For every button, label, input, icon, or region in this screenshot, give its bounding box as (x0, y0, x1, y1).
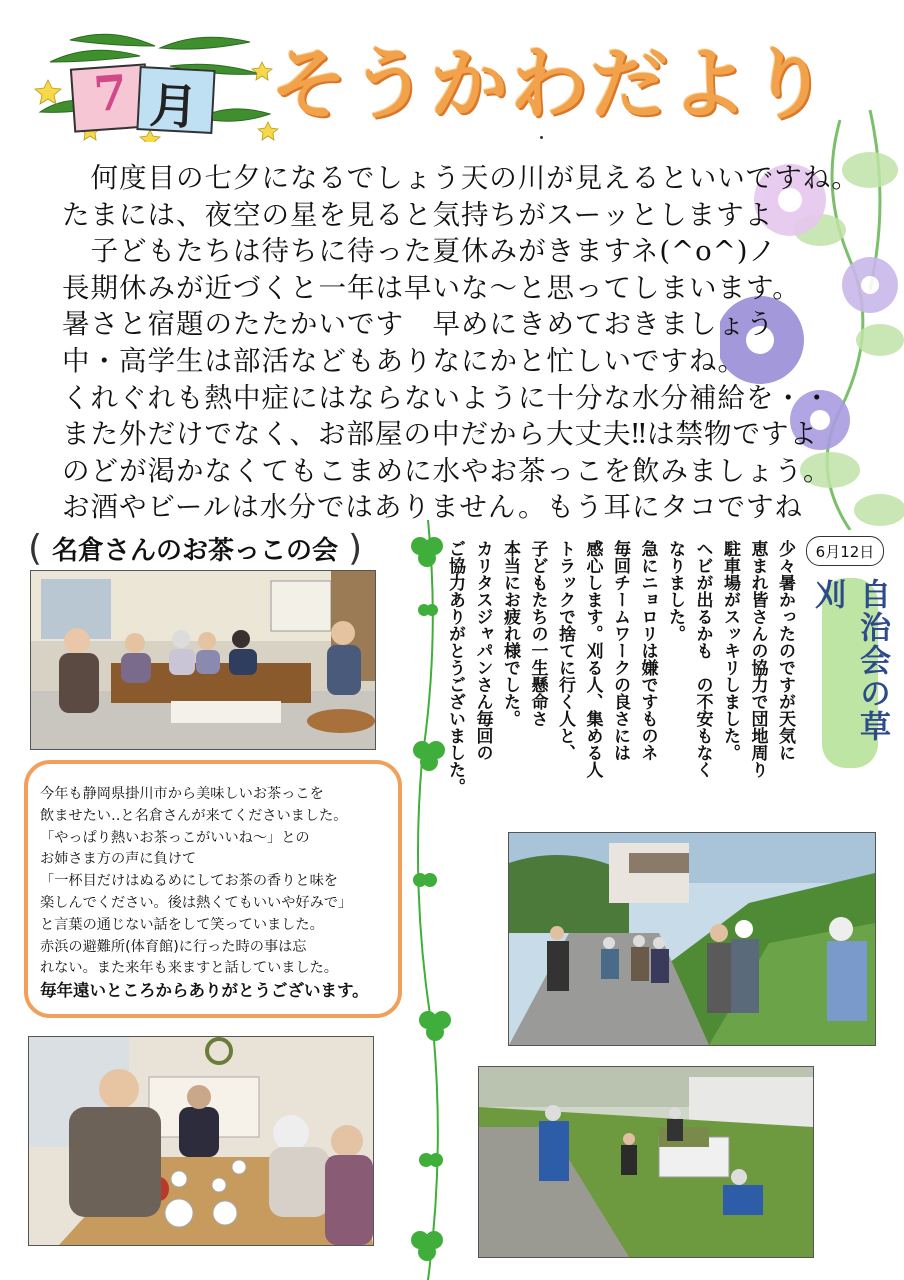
intro-line: 暑さと宿題のたたかいです 早めにきめておきましょう (62, 308, 775, 341)
month-badge (72, 64, 212, 137)
tea-party-photo-1 (30, 570, 376, 750)
report-line: カリタスジャパンさん毎回の (472, 540, 493, 761)
tea-party-photo-2 (28, 1036, 374, 1246)
bracket-right: ) (348, 527, 363, 569)
intro-line: 長期休みが近づくと一年は早いな～と思ってしまいます。 (62, 271, 801, 304)
weeding-photo-1 (508, 832, 876, 1046)
weeding-report-text (445, 540, 798, 830)
report-line: 子どもたちの一生懸命さ (527, 540, 548, 727)
tea-section-title: 名倉さんのお茶っこの会 (52, 535, 339, 566)
intro-line: 子どもたちは待ちに待った夏休みがきますネ(^o^)ノ (62, 235, 777, 268)
note-line: 飲ませたい‥と名倉さんが来てくださいました。 (40, 807, 348, 824)
note-line: 楽しんでください。後は熱くてもいいや好みで」 (40, 894, 353, 911)
tea-note-box (24, 760, 402, 1018)
note-thanks: 毎年遠いところからありがとうございます。 (40, 981, 369, 1001)
month-tag-blue (136, 66, 215, 137)
intro-line: お酒やビールは水分ではありません。もう耳にタコですね (62, 491, 803, 524)
intro-line: また外だけでなく、お部屋の中だから大丈夫‼は禁物ですよ (62, 418, 818, 451)
note-line: れない。また来年も来ますと話していました。 (40, 960, 338, 977)
newsletter-title: そうかわだより (270, 40, 831, 130)
report-line: トラックで捨てに行く人と、 (555, 540, 575, 761)
intro-line: たまには、夜空の星を見ると気持ちがスーッとしますよ (62, 198, 774, 231)
report-line: 毎回チームワークの良さには (610, 540, 630, 761)
weeding-photo-2 (478, 1066, 814, 1258)
intro-line: 何度目の七夕になるでしょう天の川が見えるといいですね。 (62, 162, 860, 194)
intro-text (62, 160, 862, 526)
note-line: 今年も静岡県掛川市から美味しいお茶っこを (40, 786, 324, 802)
intro-line: のどが渇かなくてもこまめに水やお茶っこを飲みましょう。 (62, 454, 832, 487)
report-line: ヘビが出るかも の不安もなく (692, 540, 713, 778)
intro-line: 中・高学生は部活などもありなにかと忙しいですね。 (62, 344, 746, 377)
report-line: 急にニョロリは嫌ですものネ (637, 540, 658, 761)
event-date: 6月12日 (806, 536, 884, 566)
bracket-left: ( (28, 527, 43, 569)
report-line: 恵まれ皆さんの協力で団地周り (747, 540, 768, 778)
report-line: なりました。 (665, 540, 685, 642)
report-line: 感心します。刈る人、集める人 (582, 540, 603, 778)
month-number: 7 (91, 64, 130, 124)
note-line: と言葉の通じない話をして笑っていました。 (40, 916, 324, 933)
report-line: 駐車場がスッキリしました。 (720, 540, 740, 761)
intro-line: くれぐれも熱中症にはならないように十分な水分補給を・・ (62, 381, 832, 414)
note-line: 赤浜の避難所(体育館)に行った時の事は忘 (40, 938, 307, 955)
weeding-section-title: 自治会の草刈 (822, 578, 878, 768)
report-line: 少々暑かったのですが天気に (775, 540, 795, 761)
note-line: 「やっぱり熱いお茶っこがいいね～」との (40, 829, 310, 846)
report-line: ご協力ありがとうございました。 (445, 540, 465, 795)
month-kanji: 月 (148, 77, 200, 137)
note-line: お姉さま方の声に負けて (40, 851, 197, 868)
tea-section-heading (28, 528, 368, 568)
dot-mark (540, 136, 543, 139)
note-line: 「一杯目だけはぬるめにしてお茶の香りと味を (40, 873, 338, 890)
report-line: 本当にお疲れ様でした。 (500, 540, 520, 727)
